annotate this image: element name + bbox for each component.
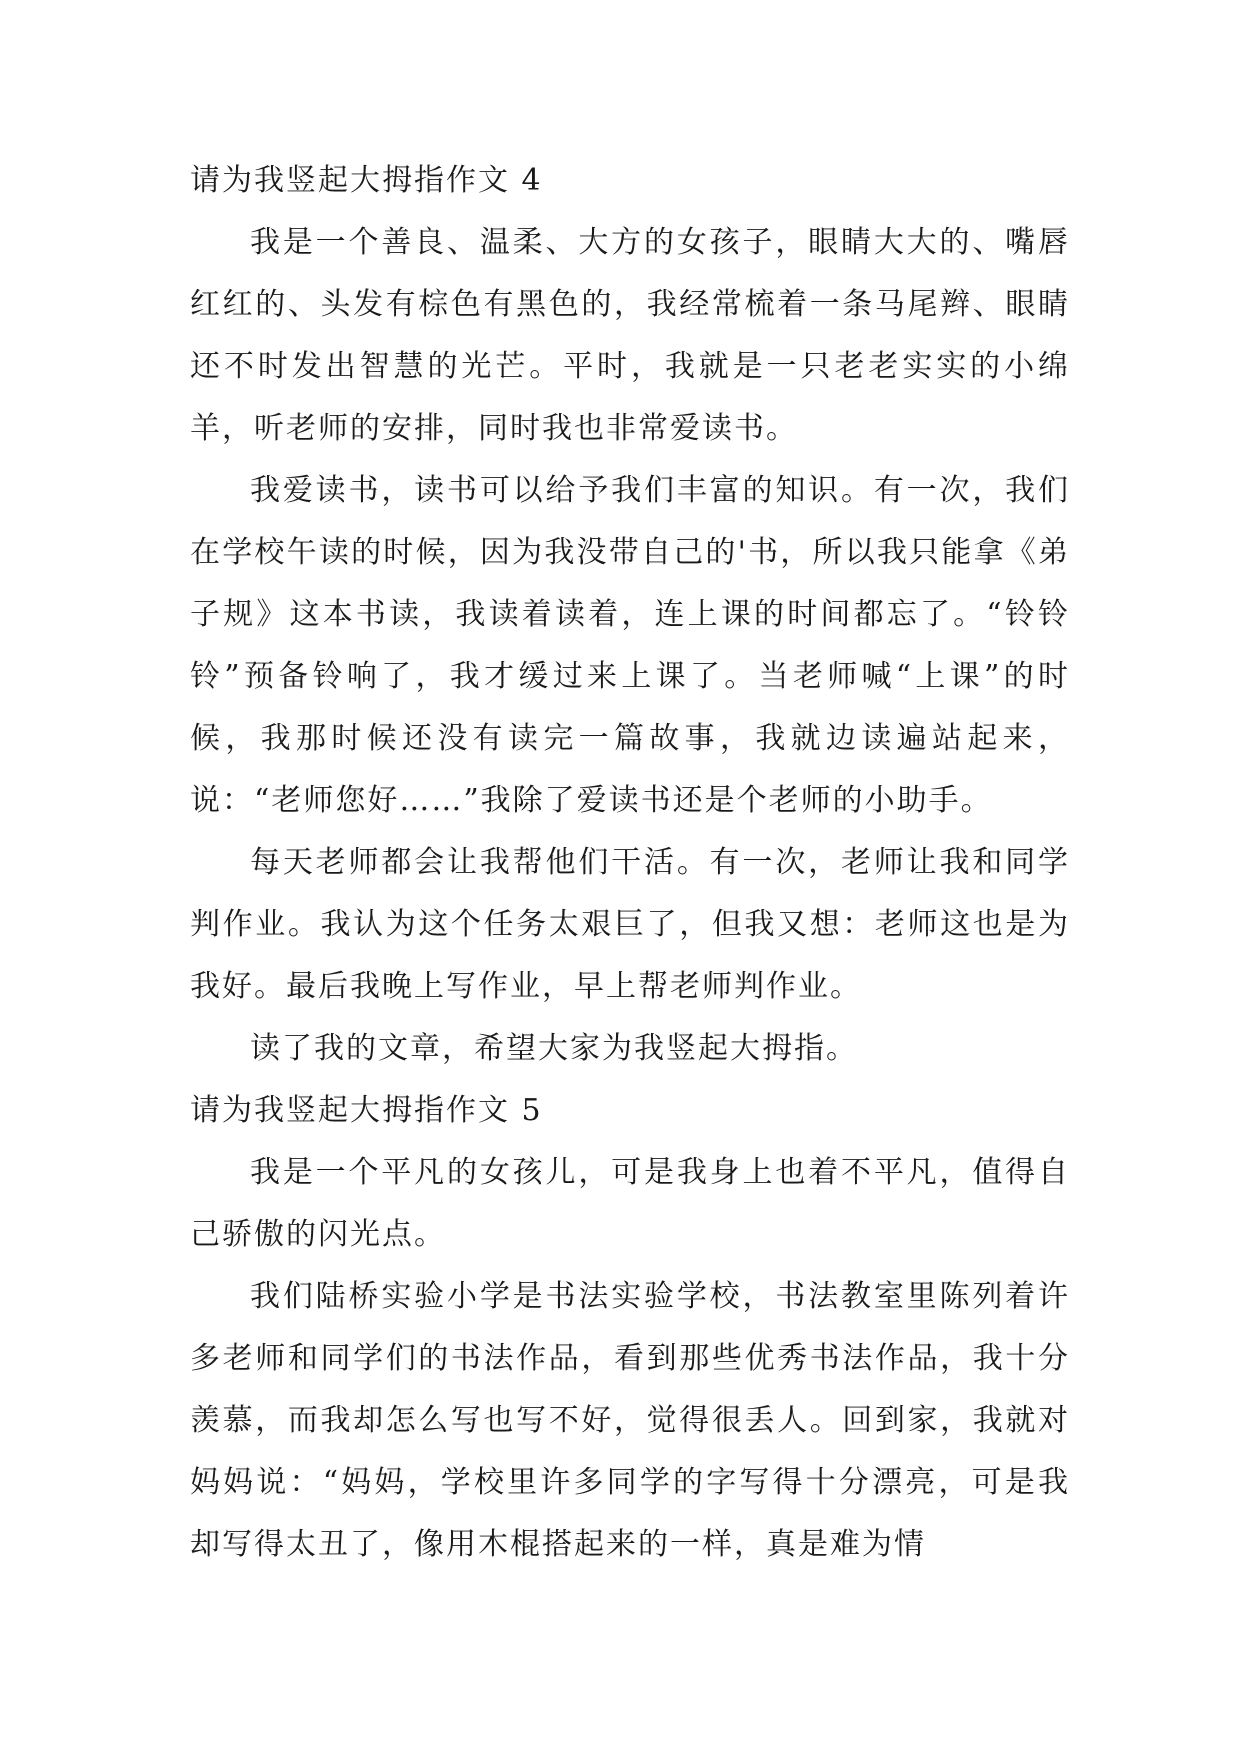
paragraph: 我爱读书，读书可以给予我们丰富的知识。有一次，我们在学校午读的时候，因为我没带自己的'书，所以我只能拿《弟子规》这本书读，我读着读着，连上课的时间都忘了。“铃铃铃”预备铃响了，我才缓过来上课了。当老师喊“上课”的时候，我那时候还没有读完一篇故事，我就边读遍站起来，说：“老师您好……”我除了爱读书还是个老师的小助手。 bbox=[190, 473, 1070, 818]
paragraph: 每天老师都会让我帮他们干活。有一次，老师让我和同学判作业。我认为这个任务太艰巨了，但我又想：老师这也是为我好。最后我晚上写作业，早上帮老师判作业。 bbox=[190, 845, 1070, 1004]
section-title: 请为我竖起大拇指作文 4 bbox=[190, 163, 543, 198]
document-body bbox=[190, 150, 1070, 1576]
essay-section-5 bbox=[190, 1080, 1070, 1576]
paragraph: 我们陆桥实验小学是书法实验学校，书法教室里陈列着许多老师和同学们的书法作品，看到那些优秀书法作品，我十分羡慕，而我却怎么写也写不好，觉得很丢人。回到家，我就对妈妈说：“妈妈，学校里许多同学的字写得十分漂亮，可是我却写得太丑了，像用木棍搭起来的一样，真是难为情 bbox=[190, 1279, 1070, 1562]
paragraph: 读了我的文章，希望大家为我竖起大拇指。 bbox=[250, 1031, 858, 1066]
section-title: 请为我竖起大拇指作文 5 bbox=[190, 1093, 543, 1128]
paragraph: 我是一个平凡的女孩儿，可是我身上也着不平凡，值得自己骄傲的闪光点。 bbox=[190, 1155, 1070, 1252]
essay-section-4 bbox=[190, 150, 1070, 1080]
paragraph: 我是一个善良、温柔、大方的女孩子，眼睛大大的、嘴唇红红的、头发有棕色有黑色的，我经常梳着一条马尾辫、眼睛还不时发出智慧的光芒。平时，我就是一只老老实实的小绵羊，听老师的安排，同时我也非常爱读书。 bbox=[190, 225, 1070, 446]
